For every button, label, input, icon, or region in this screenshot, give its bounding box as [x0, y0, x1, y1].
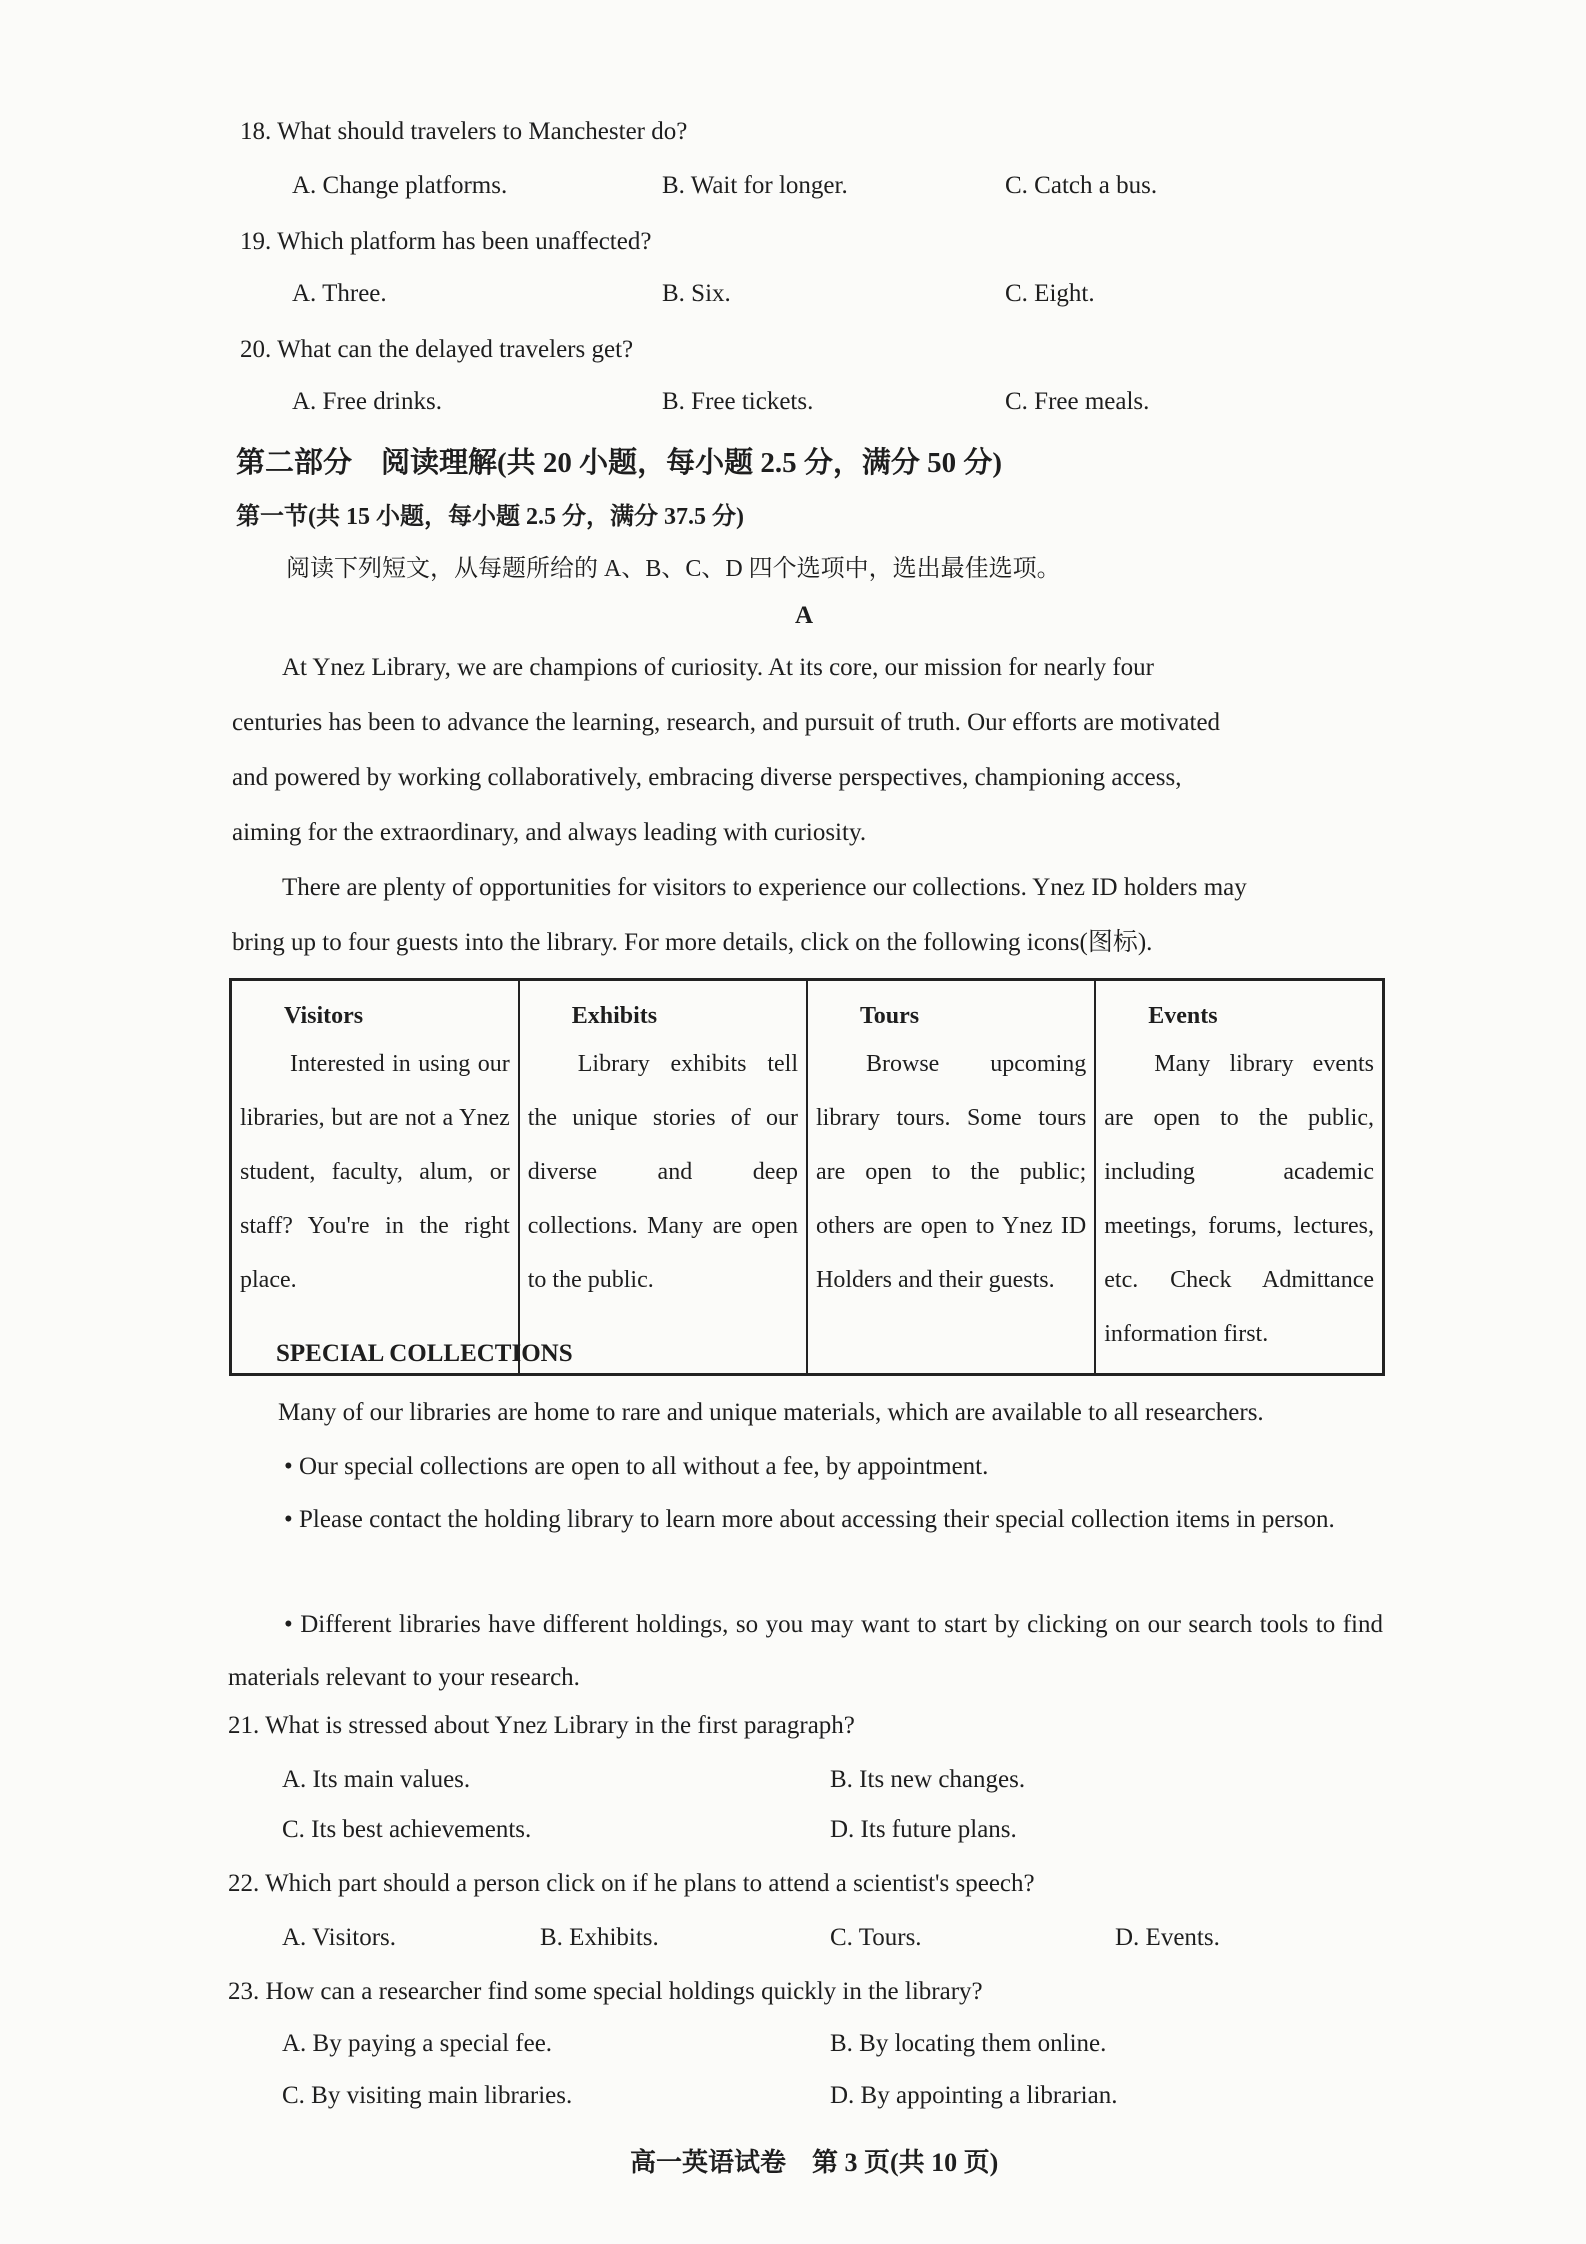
question-19 — [240, 228, 651, 256]
question-text: What can the delayed travelers get? — [277, 336, 634, 363]
option-b: B. Exhibits. — [540, 1924, 659, 1951]
table-row — [231, 980, 1384, 1375]
special-collections-title: SPECIAL COLLECTIONS — [276, 1340, 573, 1367]
question-22 — [228, 1870, 1035, 1898]
option-c: C. Catch a bus. — [1005, 172, 1158, 199]
question-23 — [228, 1978, 983, 2006]
question-text: What should travelers to Manchester do? — [277, 118, 688, 145]
table-cell-tours — [807, 980, 1095, 1375]
option-c: C. Its best achievements. — [282, 1816, 532, 1843]
special-bullet-3: • Different libraries have different holdings, so you may want to start by clicking on our search tools to find materials relevant to your research. — [228, 1611, 1383, 1691]
special-bullet-1: • Our special collections are open to all without a fee, by appointment. — [284, 1453, 989, 1480]
question-21 — [228, 1712, 855, 1740]
option-a: A. Three. — [292, 280, 387, 307]
option-a: A. Free drinks. — [292, 388, 442, 415]
question-18 — [240, 118, 687, 146]
option-d: D. Its future plans. — [830, 1816, 1017, 1843]
table-cell-events — [1095, 980, 1383, 1375]
paragraph-line: bring up to four guests into the library. For more details, click on the following icons(图标). — [232, 929, 1153, 956]
passage-label: A — [795, 602, 814, 629]
question-number: 21. — [228, 1712, 260, 1739]
cell-body: Many library events are open to the public, including academic meetings, forums, lectures, etc. Check Admittance information first. — [1104, 1051, 1374, 1347]
option-b: B. By locating them online. — [830, 2030, 1107, 2057]
cell-body: Interested in using our libraries, but are not a Ynez student, faculty, alum, or staff? You're in the right place. — [240, 1051, 510, 1293]
section1-heading: 第一节(共 15 小题，每小题 2.5 分，满分 37.5 分) — [236, 504, 744, 530]
passage-paragraph-2 — [232, 860, 1382, 970]
paragraph-line: and powered by working collaboratively, embracing diverse perspectives, championing access, — [232, 764, 1182, 791]
special-bullet-2: • Please contact the holding library to learn more about accessing their special collection items in person. — [284, 1506, 1335, 1533]
paragraph-line: centuries has been to advance the learning, research, and pursuit of truth. Our efforts are motivated — [232, 709, 1221, 736]
table-cell-visitors — [231, 980, 519, 1375]
question-number: 20. — [240, 336, 272, 363]
cell-title: Visitors — [284, 1003, 364, 1029]
question-number: 19. — [240, 228, 272, 255]
cell-title: Tours — [860, 1003, 920, 1029]
paragraph-line: There are plenty of opportunities for visitors to experience our collections. Ynez ID holders may — [282, 874, 1247, 901]
table-cell-exhibits — [519, 980, 807, 1375]
cell-title: Exhibits — [571, 1003, 658, 1029]
question-text: How can a researcher find some special holdings quickly in the library? — [265, 1978, 983, 2005]
question-number: 22. — [228, 1870, 260, 1897]
page-footer: 高一英语试卷 第 3 页(共 10 页) — [630, 2148, 999, 2177]
library-info-table — [229, 978, 1385, 1376]
paragraph-line: aiming for the extraordinary, and always leading with curiosity. — [232, 819, 867, 846]
question-text: Which platform has been unaffected? — [277, 228, 652, 255]
option-b: B. Free tickets. — [662, 388, 814, 415]
passage-paragraph-1 — [232, 640, 1382, 860]
option-c: C. By visiting main libraries. — [282, 2082, 573, 2109]
question-number: 18. — [240, 118, 272, 145]
part2-heading: 第二部分 阅读理解(共 20 小题，每小题 2.5 分，满分 50 分) — [236, 447, 1003, 479]
question-20 — [240, 336, 633, 364]
cell-title: Events — [1148, 1003, 1218, 1029]
special-collections-intro: Many of our libraries are home to rare and unique materials, which are available to all researchers. — [278, 1399, 1264, 1426]
option-d: D. Events. — [1115, 1924, 1220, 1951]
cell-body: Browse upcoming library tours. Some tours are open to the public; others are open to Ynez ID Holders and their guests. — [816, 1051, 1087, 1293]
instruction: 阅读下列短文，从每题所给的 A、B、C、D 四个选项中，选出最佳选项。 — [286, 556, 1061, 582]
option-a: A. Change platforms. — [292, 172, 508, 199]
question-text: Which part should a person click on if he plans to attend a scientist's speech? — [265, 1870, 1035, 1897]
question-number: 23. — [228, 1978, 260, 2005]
option-d: D. By appointing a librarian. — [830, 2082, 1118, 2109]
question-text: What is stressed about Ynez Library in the first paragraph? — [265, 1712, 855, 1739]
cell-body: Library exhibits tell the unique stories of our diverse and deep collections. Many are open to the public. — [527, 1051, 798, 1293]
option-b: B. Wait for longer. — [662, 172, 848, 199]
option-c: C. Free meals. — [1005, 388, 1150, 415]
option-c: C. Tours. — [830, 1924, 922, 1951]
paragraph-line: At Ynez Library, we are champions of curiosity. At its core, our mission for nearly four — [282, 654, 1154, 681]
option-a: A. Its main values. — [282, 1766, 471, 1793]
option-a: A. Visitors. — [282, 1924, 397, 1951]
option-b: B. Six. — [662, 280, 731, 307]
option-c: C. Eight. — [1005, 280, 1095, 307]
option-a: A. By paying a special fee. — [282, 2030, 553, 2057]
option-b: B. Its new changes. — [830, 1766, 1026, 1793]
